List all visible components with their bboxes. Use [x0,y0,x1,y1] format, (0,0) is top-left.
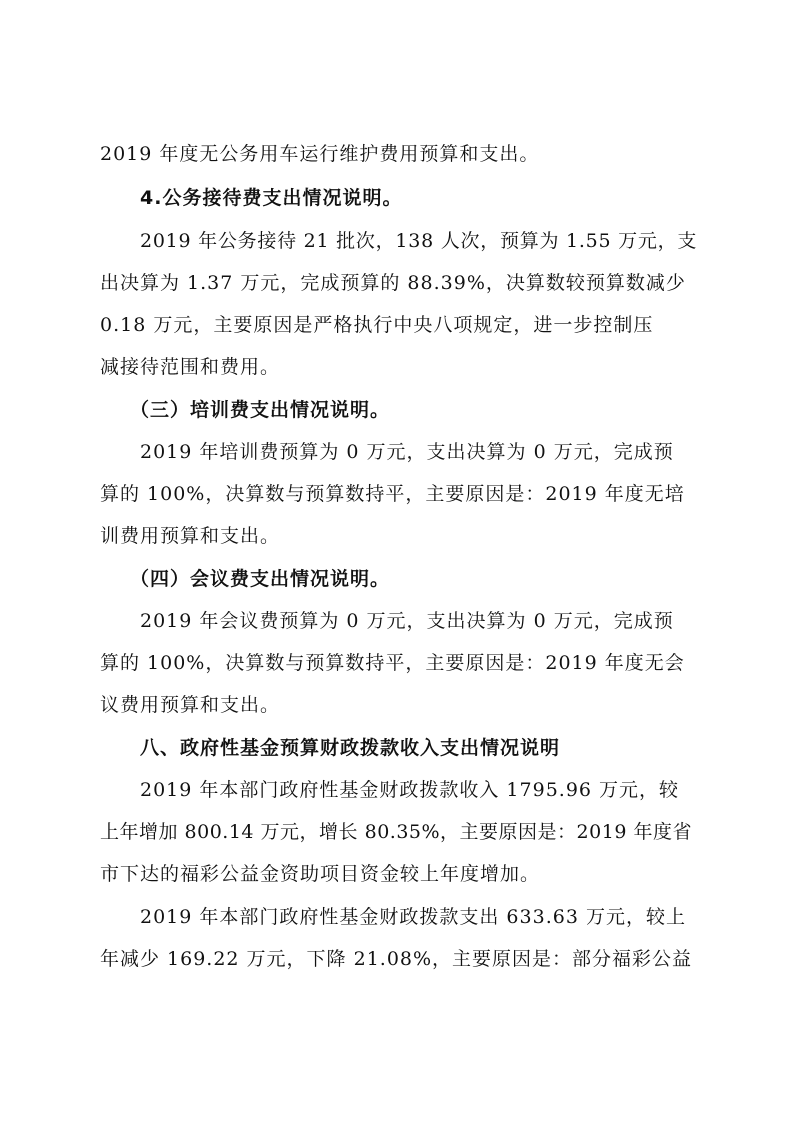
text-line: 减接待范围和费用。 [100,356,281,378]
text-line: 算的 100%，决算数与预算数持平，主要原因是：2019 年度无会 [100,652,685,674]
text-line: 年减少 169.22 万元，下降 21.08%，主要原因是：部分福彩公益 [100,948,693,970]
text-line: 2019 年度无公务用车运行维护费用预算和支出。 [100,143,540,165]
text-line: 2019 年会议费预算为 0 万元，支出决算为 0 万元，完成预 [140,610,674,632]
text-line: 0.18 万元，主要原因是严格执行中央八项规定，进一步控制压 [100,314,654,336]
section-heading-training: （三）培训费支出情况说明。 [130,399,391,421]
text-line: 上年增加 800.14 万元，增长 80.35%，主要原因是：2019 年度省 [100,821,692,843]
section-heading-hospitality: 4.公务接待费支出情况说明。 [140,187,403,209]
text-line: 训费用预算和支出。 [100,525,281,547]
text-line: 2019 年培训费预算为 0 万元，支出决算为 0 万元，完成预 [140,441,674,463]
text-line: 2019 年本部门政府性基金财政拨款支出 633.63 万元，较上 [140,906,686,928]
text-line: 市下达的福彩公益金资助项目资金较上年度增加。 [100,863,541,885]
text-line: 算的 100%，决算数与预算数持平，主要原因是：2019 年度无培 [100,483,685,505]
text-line: 2019 年公务接待 21 批次，138 人次，预算为 1.55 万元，支 [140,230,698,252]
text-line: 2019 年本部门政府性基金财政拨款收入 1795.96 万元，较 [140,779,680,801]
section-heading-meeting: （四）会议费支出情况说明。 [130,568,391,590]
text-line: 议费用预算和支出。 [100,694,281,716]
text-line: 出决算为 1.37 万元，完成预算的 88.39%，决算数较预算数减少 [100,272,686,294]
section-heading-government-fund: 八、政府性基金预算财政拨款收入支出情况说明 [140,737,561,759]
